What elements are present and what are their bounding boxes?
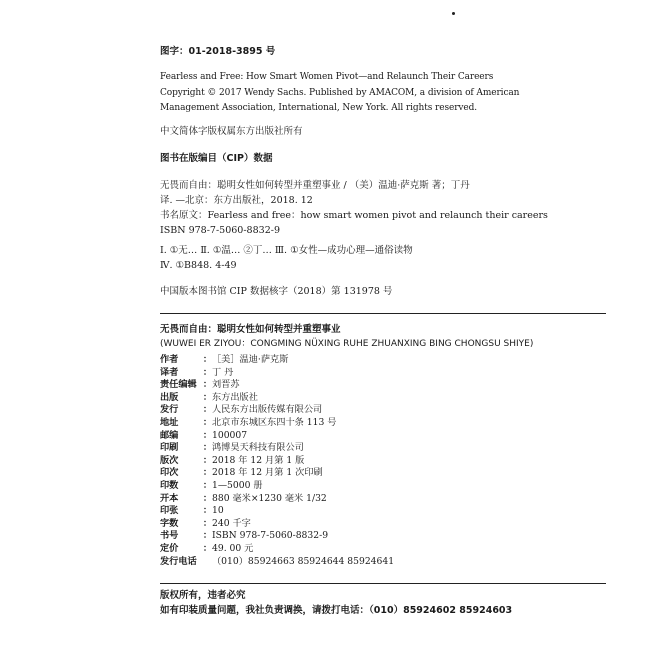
spec-price [160,543,600,556]
spec-value-printing: 2018 年 12 月第 1 次印刷 [212,467,323,479]
spec-value-edition: 2018 年 12 月第 1 版 [212,454,305,466]
spec-label-isbn: 书号 ： [160,530,212,542]
cip-line: 无畏而自由：聪明女性如何转型并重塑事业 / （美）温迪·萨克斯 著；丁丹 [160,180,470,191]
spec-isbn [160,530,600,543]
spec-value-editor: 刘晋苏 [212,379,240,391]
spec-value-publisher: 东方出版社 [212,391,258,403]
spec-value-printer: 鸿博昊天科技有限公司 [212,442,304,454]
spec-phone [160,556,600,569]
spec-editor [160,379,600,392]
subject-line: Ⅳ. ①B848. 4-49 [160,260,237,271]
spec-label-printing: 印次 ： [160,467,212,479]
spec-format [160,493,600,506]
subject-classification [160,243,600,273]
spec-translator [160,367,600,380]
spec-printing [160,467,600,480]
spec-distributor [160,404,600,417]
rights-notice: 版权所有，违者必究 [160,590,246,601]
spec-label-translator: 译者 ： [160,366,212,378]
spec-label-price: 定价 ： [160,542,212,554]
cip-line: 译. —北京：东方出版社，2018. 12 [160,195,313,206]
spec-value-postcode: 100007 [212,429,248,441]
spec-value-author: ［美］温迪·萨克斯 [212,354,289,365]
spec-address [160,417,600,430]
divider-top [160,313,606,314]
spec-value-sheets: 10 [212,505,224,517]
spec-word-count [160,518,600,531]
spec-label-printer: 印刷 ： [160,442,212,454]
spec-value-phone: （010）85924663 85924644 85924641 [212,555,395,567]
spec-author [160,354,600,367]
cip-check-number: 中国版本图书馆 CIP 数据核字（2018）第 131978 号 [160,286,393,297]
divider-bottom [160,583,606,584]
spec-label-word-count: 字数 ： [160,517,212,529]
quality-notice: 如有印装质量问题，我社负责调换，请拨打电话：（010）85924602 85924603 [160,605,513,616]
spec-value-format: 880 毫米×1230 毫米 1/32 [212,492,327,504]
cip-line: ISBN 978-7-5060-8832-9 [160,225,280,236]
spec-value-address: 北京市东城区东四十条 113 号 [212,416,337,428]
spec-label-phone: 发行电话 [160,555,197,567]
english-title-line: Fearless and Free: How Smart Women Pivot—and Relaunch Their Careers [160,72,494,82]
cip-line: 书名原文：Fearless and free：how smart women pivot and relaunch their careers [160,210,548,221]
book-title-chinese: 无畏而自由：聪明女性如何转型并重塑事业 [160,324,341,335]
chinese-rights: 中文简体字版权属东方出版社所有 [160,126,303,137]
speck [452,12,455,15]
spec-label-postcode: 邮编 ： [160,429,212,441]
cip-record [160,178,600,238]
cip-heading: 图书在版编目（CIP）数据 [160,153,273,164]
spec-label-edition: 版次 ： [160,454,212,466]
spec-label-format: 开本 ： [160,492,212,504]
spec-value-print-run: 1—5000 册 [212,479,263,491]
spec-sheets [160,505,600,518]
spec-edition [160,455,600,468]
book-title-pinyin: (WUWEI ER ZIYOU：CONGMING NÜXING RUHE ZHUANXING BING CHONGSU SHIYE) [160,339,534,349]
spec-publisher [160,392,600,405]
publication-specs [160,354,600,568]
subject-line: Ⅰ. ①无… Ⅱ. ①温… ②丁… Ⅲ. ①女性—成功心理—通俗读物 [160,245,413,256]
spec-postcode [160,430,600,443]
spec-printer [160,442,600,455]
spec-value-price: 49. 00 元 [212,542,254,554]
publisher-line: Management Association, International, New York. All rights reserved. [160,103,478,113]
spec-value-isbn: ISBN 978-7-5060-8832-9 [212,530,329,542]
spec-label-sheets: 印张 ： [160,505,212,517]
spec-label-publisher: 出版 ： [160,391,212,403]
spec-label-editor: 责任编辑 ： [160,379,212,391]
english-copyright [160,70,600,117]
spec-value-distributor: 人民东方出版传媒有限公司 [212,404,323,416]
registration-number: 图字：01-2018-3895 号 [160,46,276,57]
spec-print-run [160,480,600,493]
spec-label-address: 地址 ： [160,416,212,428]
copyright-line: Copyright © 2017 Wendy Sachs. Published by AMACOM, a division of American [160,87,520,98]
spec-label-author: 作者 ： [160,354,212,365]
spec-value-word-count: 240 千字 [212,517,251,529]
spec-label-distributor: 发行 ： [160,404,212,416]
spec-value-translator: 丁 丹 [212,366,234,378]
spec-label-print-run: 印数 ： [160,479,212,491]
